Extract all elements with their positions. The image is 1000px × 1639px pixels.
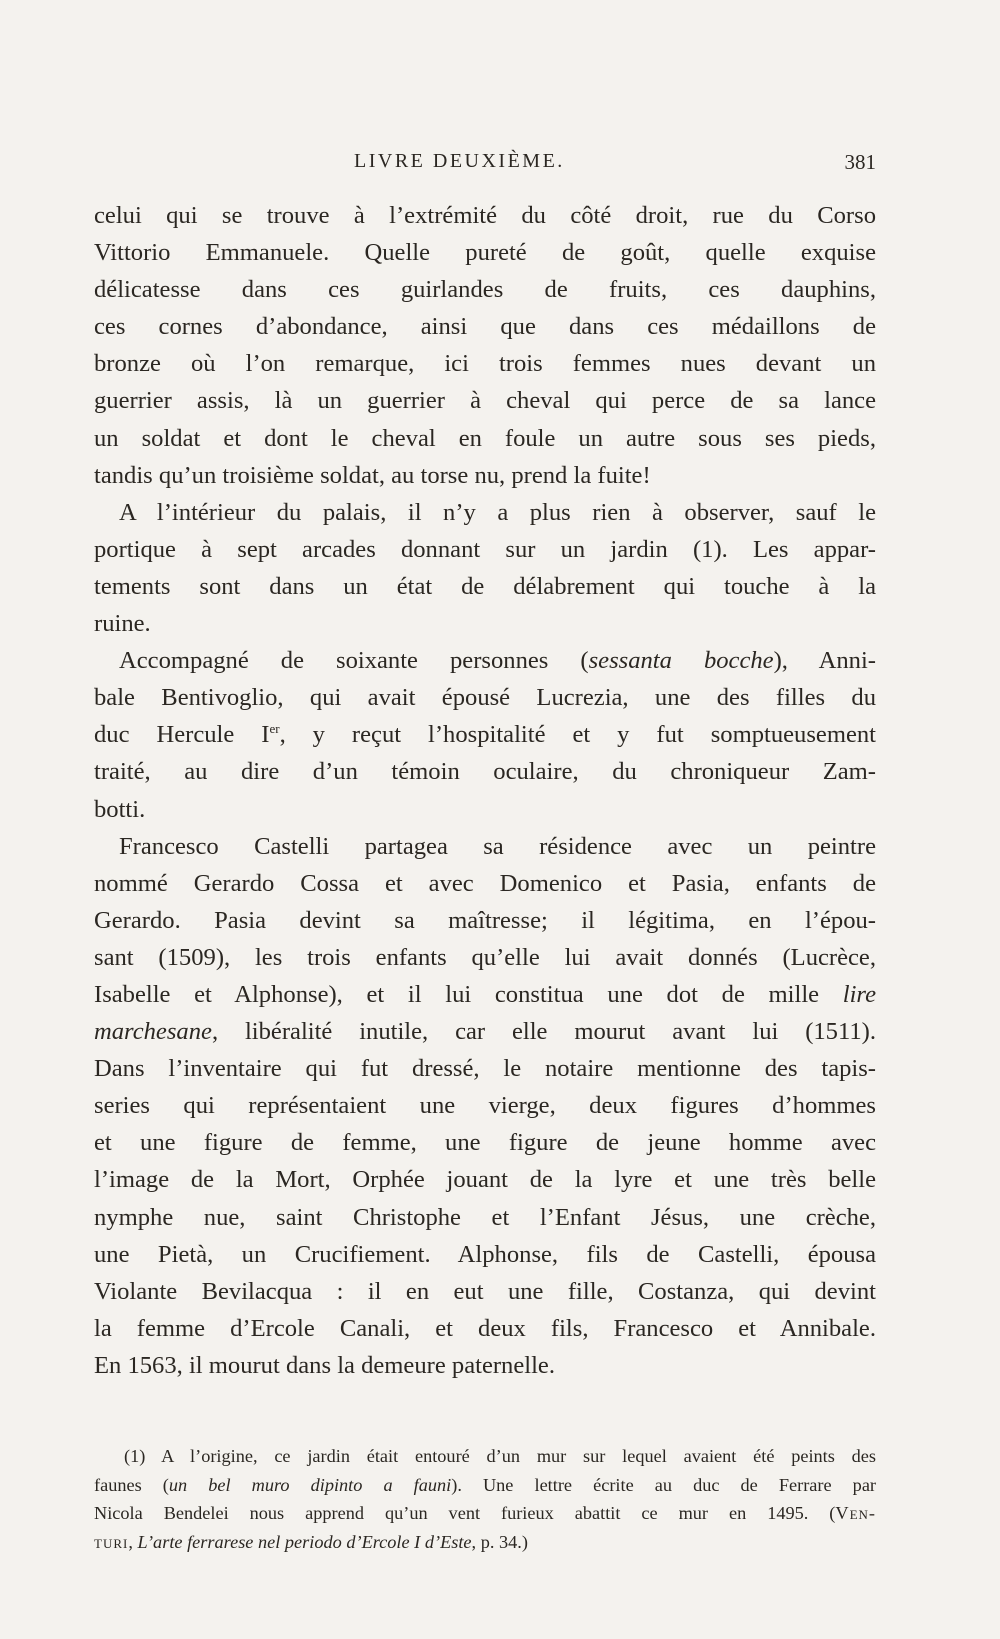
text-span: , p. 34.) xyxy=(471,1531,528,1552)
text-line xyxy=(94,642,876,679)
text-line: series qui représentaient une vierge, deux figures d’hommes xyxy=(94,1092,876,1120)
superscript: er xyxy=(269,721,280,737)
text-span: , y reçut l’hospitalité et y fut somptueusement xyxy=(279,721,876,749)
text-line: traité, au dire d’un témoin oculaire, du chroniqueur Zam- xyxy=(94,758,876,786)
text-line: Vittorio Emmanuele. Quelle pureté de goût, quelle exquise xyxy=(94,239,876,267)
text-span: duc Hercule I xyxy=(94,721,270,749)
text-line xyxy=(94,1013,876,1050)
text-line: l’image de la Mort, Orphée jouant de la lyre et une très belle xyxy=(94,1166,876,1194)
text-line: tandis qu’un troisième soldat, au torse nu, prend la fuite! xyxy=(94,461,651,489)
text-line: En 1563, il mourut dans la demeure paternelle. xyxy=(94,1351,555,1379)
text-line: bronze où l’on remarque, ici trois femmes nues devant un xyxy=(94,350,876,378)
italic-phrase: marchesane xyxy=(94,1018,212,1046)
text-line: sant (1509), les trois enfants qu’elle lui avait donnés (Lucrèce, xyxy=(94,943,876,971)
text-span: , libéralité inutile, car elle mourut avant lui (1511). xyxy=(211,1018,876,1046)
text-line xyxy=(94,716,876,753)
footnote-line xyxy=(94,1471,876,1500)
footnote-line xyxy=(94,1499,876,1528)
text-line: nymphe nue, saint Christophe et l’Enfant Jésus, une crèche, xyxy=(94,1203,876,1231)
text-line: délicatesse dans ces guirlandes de fruits, ces dauphins, xyxy=(94,276,876,304)
italic-phrase: lire xyxy=(842,980,876,1008)
text-line: et une figure de femme, une figure de jeune homme avec xyxy=(94,1129,876,1157)
italic-phrase: L’arte ferrarese nel periodo d’Ercole I d’Este xyxy=(137,1531,472,1552)
running-title: LIVRE DEUXIÈME. xyxy=(354,150,565,172)
text-line: A l’intérieur du palais, il n’y a plus rien à observer, sauf le xyxy=(119,498,876,526)
small-caps-text: Ven- xyxy=(835,1503,876,1523)
text-line: nommé Gerardo Cossa et avec Domenico et Pasia, enfants de xyxy=(94,869,876,897)
text-span: Nicola Bendelei nous apprend qu’un vent furieux abattit ce mur en 1495. ( xyxy=(94,1503,836,1523)
text-line: guerrier assis, là un guerrier à cheval qui perce de sa lance xyxy=(94,387,876,415)
text-line: portique à sept arcades donnant sur un jardin (1). Les appar- xyxy=(94,535,876,563)
footnote-line xyxy=(94,1528,876,1557)
text-line: bale Bentivoglio, qui avait épousé Lucrezia, une des filles du xyxy=(94,684,876,712)
italic-phrase: un bel muro dipinto a fauni xyxy=(168,1474,452,1495)
text-line: Dans l’inventaire qui fut dressé, le notaire mentionne des tapis- xyxy=(94,1055,876,1083)
running-header xyxy=(94,150,876,180)
text-span: ), Anni- xyxy=(773,647,876,675)
italic-phrase: sessanta bocche xyxy=(588,647,774,675)
footnote-line: (1) A l’origine, ce jardin était entouré d’un mur sur lequel avaient été peints des xyxy=(124,1446,876,1466)
text-span: Isabelle et Alphonse), et il lui constitua une dot de mille xyxy=(94,980,843,1008)
text-line: tements sont dans un état de délabrement qui touche à la xyxy=(94,572,876,600)
text-span: ). Une lettre écrite au duc de Ferrare par xyxy=(451,1474,877,1495)
small-caps-text: turi xyxy=(94,1531,129,1552)
paragraph-4 xyxy=(94,828,876,1384)
text-span: Accompagné de soixante personnes ( xyxy=(119,647,589,675)
text-line: celui qui se trouve à l’extrémité du côté droit, rue du Corso xyxy=(94,202,876,229)
body-text xyxy=(94,197,876,1384)
paragraph-3 xyxy=(94,642,876,827)
text-line: botti. xyxy=(94,795,146,823)
text-line: Francesco Castelli partagea sa résidence avec un peintre xyxy=(119,832,876,860)
text-line: Gerardo. Pasia devint sa maîtresse; il légitima, en l’épou- xyxy=(94,906,876,934)
footnote xyxy=(94,1442,876,1556)
text-span: , xyxy=(128,1531,138,1552)
text-line: Violante Bevilacqua : il en eut une fille, Costanza, qui devint xyxy=(94,1277,876,1305)
text-line: la femme d’Ercole Canali, et deux fils, Francesco et Annibale. xyxy=(94,1314,876,1342)
text-line: une Pietà, un Crucifiement. Alphonse, fils de Castelli, épousa xyxy=(94,1240,876,1268)
paragraph-1 xyxy=(94,197,876,494)
page-number: 381 xyxy=(844,150,876,174)
text-span: faunes ( xyxy=(94,1474,169,1495)
text-line xyxy=(94,976,876,1013)
paragraph-2 xyxy=(94,494,876,642)
text-line: ces cornes d’abondance, ainsi que dans ces médaillons de xyxy=(94,313,876,341)
text-line: ruine. xyxy=(94,610,151,638)
text-line: un soldat et dont le cheval en foule un autre sous ses pieds, xyxy=(94,424,876,452)
